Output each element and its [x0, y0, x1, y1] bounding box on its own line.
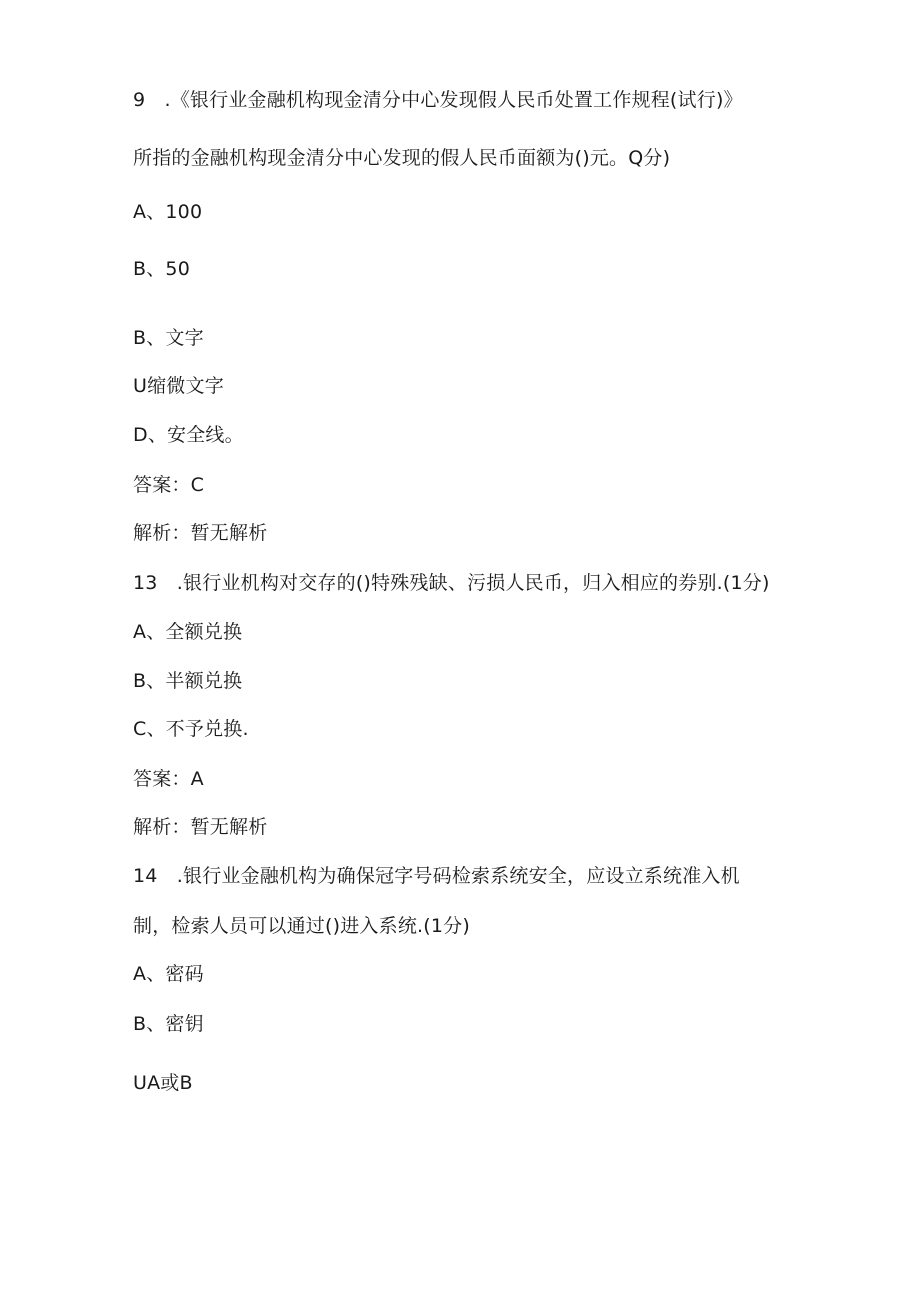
question-13-answer: 答案：A — [133, 768, 204, 790]
question-9-line-1: 9 .《银行业金融机构现金清分中心发现假人民币处置工作规程(试行)》 — [133, 89, 743, 111]
question-14-option-b: B、密钥 — [133, 1013, 204, 1035]
question-14-line-2: 制，检索人员可以通过()进入系统.(1分) — [133, 915, 470, 937]
question-9-option-b: B、50 — [133, 258, 191, 280]
question-13-line-1: 13 .银行业机构对交存的()特殊残缺、污损人民币，归入相应的券别.(1分) — [133, 572, 770, 594]
question-14-option-a: A、密码 — [133, 963, 204, 985]
question-14-option-c: UA或B — [133, 1072, 193, 1094]
question-9-option-a: A、100 — [133, 201, 203, 223]
question-13-analysis: 解析：暂无解析 — [133, 816, 268, 838]
answer-line: 答案：C — [133, 474, 205, 496]
question-option-b-text: B、文字 — [133, 327, 204, 349]
question-9-line-2: 所指的金融机构现金清分中心发现的假人民币面额为()元。Q分) — [133, 147, 671, 169]
question-13-option-a: A、全额兑换 — [133, 621, 243, 643]
question-13-option-c: C、不予兑换. — [133, 718, 249, 740]
question-14-line-1: 14 .银行业金融机构为确保冠字号码检索系统安全，应设立系统准入机 — [133, 865, 740, 887]
analysis-line: 解析：暂无解析 — [133, 522, 268, 544]
question-option-c-text: U缩微文字 — [133, 375, 224, 397]
question-option-d-text: D、安全线。 — [133, 424, 244, 446]
question-13-option-b: B、半额兑换 — [133, 670, 243, 692]
